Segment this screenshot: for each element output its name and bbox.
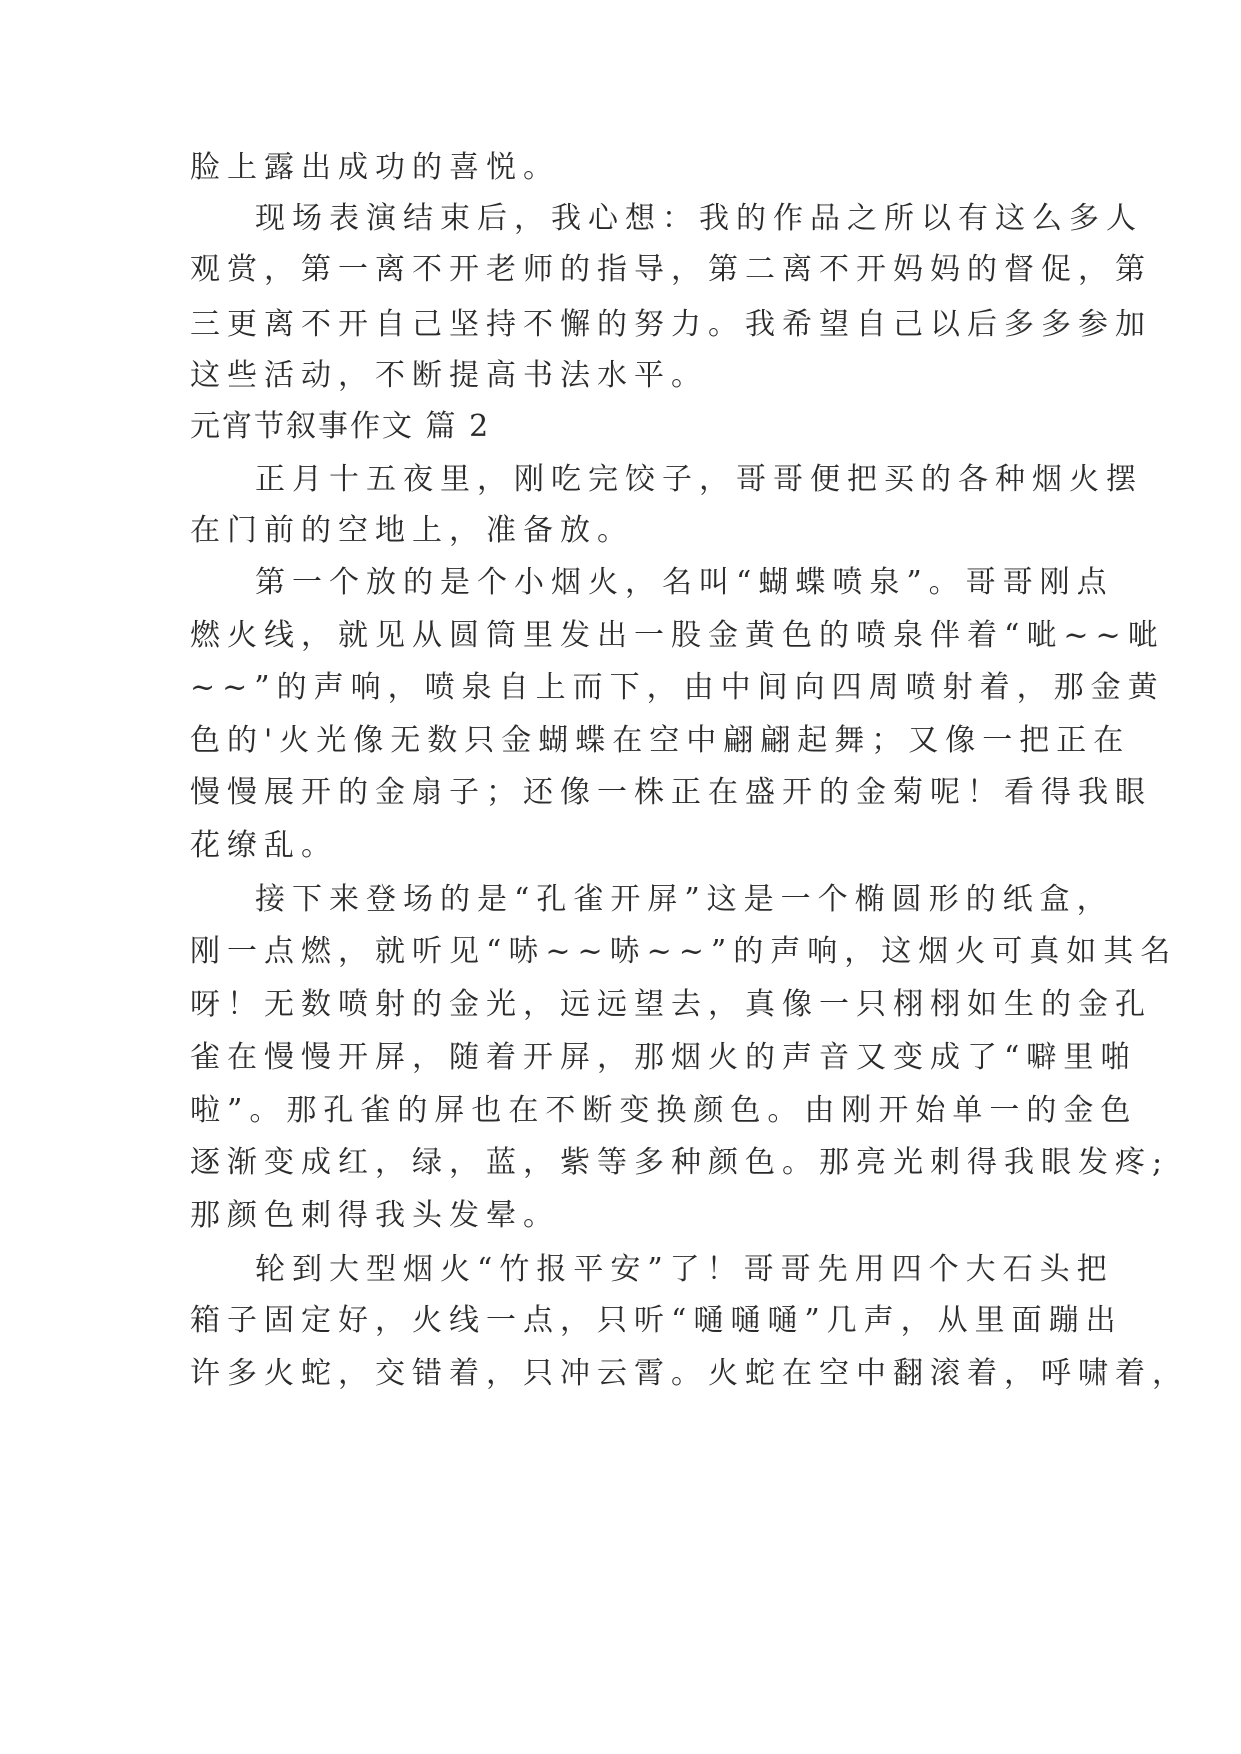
paragraph-start: 现场表演结束后，我心想：我的作品之所以有这么多人	[255, 201, 1143, 236]
text-line: 脸上露出成功的喜悦。	[190, 150, 560, 185]
paragraph-start: 轮到大型烟火“竹报平安”了！哥哥先用四个大石头把	[255, 1252, 1114, 1287]
text-line: 啦”。那孔雀的屏也在不断变换颜色。由刚开始单一的金色	[190, 1093, 1138, 1128]
text-line: 观赏，第一离不开老师的指导，第二离不开妈妈的督促，第	[190, 252, 1152, 287]
text-line: 燃火线，就见从圆筒里发出一股金黄色的喷泉伴着“呲~~呲	[190, 618, 1165, 653]
text-line: 那颜色刺得我头发晕。	[190, 1198, 560, 1233]
text-line: 雀在慢慢开屏，随着开屏，那烟火的声音又变成了“噼里啪	[190, 1040, 1138, 1075]
text-line: 慢慢展开的金扇子；还像一株正在盛开的金菊呢！看得我眼	[190, 775, 1152, 810]
section-heading: 元宵节叙事作文 篇 2	[190, 409, 491, 444]
text-line: 呀！无数喷射的金光，远远望去，真像一只栩栩如生的金孔	[190, 987, 1152, 1022]
text-line: 三更离不开自己坚持不懈的努力。我希望自己以后多多参加	[190, 307, 1152, 342]
paragraph-start: 接下来登场的是“孔雀开屏”这是一个椭圆形的纸盒，	[255, 882, 1114, 917]
paragraph-start: 第一个放的是个小烟火，名叫“蝴蝶喷泉”。哥哥刚点	[255, 565, 1114, 600]
text-line: 在门前的空地上，准备放。	[190, 513, 634, 548]
text-line: 箱子固定好，火线一点，只听“嗵嗵嗵”几声，从里面蹦出	[190, 1303, 1123, 1338]
text-line: 色的'火光像无数只金蝴蝶在空中翩翩起舞；又像一把正在	[190, 723, 1131, 758]
text-line: 逐渐变成红，绿，蓝，紫等多种颜色。那亮光刺得我眼发疼;	[190, 1145, 1170, 1180]
text-line: 花缭乱。	[190, 828, 338, 863]
text-line: 这些活动，不断提高书法水平。	[190, 358, 708, 393]
text-line: 许多火蛇，交错着，只冲云霄。火蛇在空中翻滚着，呼啸着，	[190, 1356, 1189, 1391]
paragraph-start: 正月十五夜里，刚吃完饺子，哥哥便把买的各种烟火摆	[255, 462, 1143, 497]
text-line: ~~”的声响，喷泉自上而下，由中间向四周喷射着，那金黄	[190, 670, 1165, 705]
text-line: 刚一点燃，就听见“哧~~哧~~”的声响，这烟火可真如其名	[190, 934, 1178, 969]
